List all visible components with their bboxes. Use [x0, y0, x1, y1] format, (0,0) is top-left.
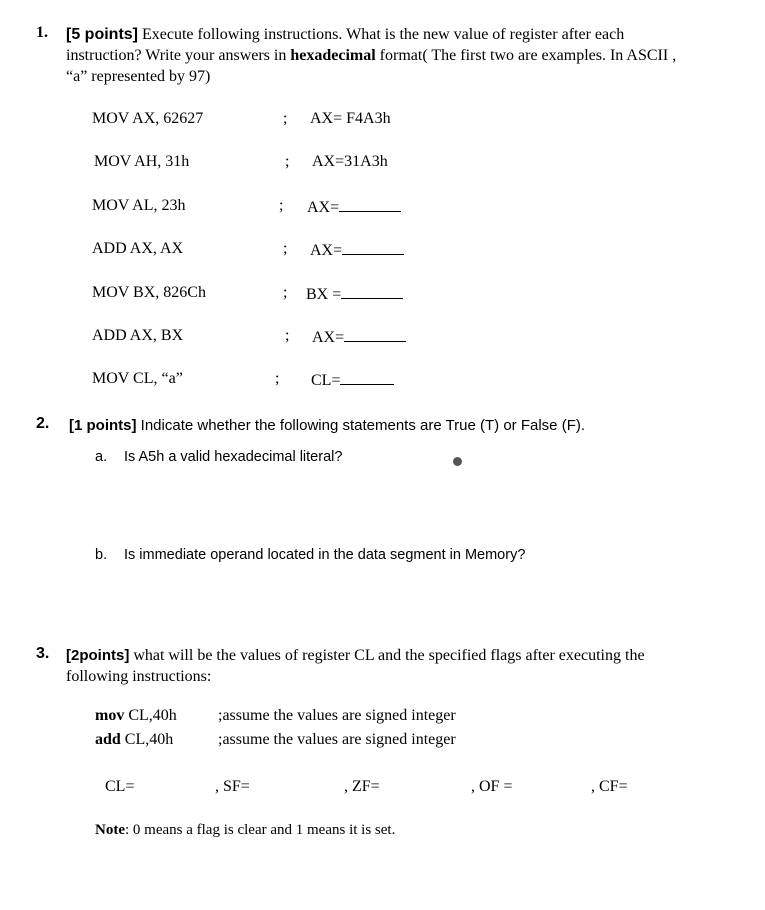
q3-line1: what will be the values of register CL and the specified flags after executing the — [129, 647, 645, 664]
q2-points: [1 points] — [69, 417, 137, 434]
q1-prompt-line2 — [66, 45, 676, 66]
q1-number: 1. — [36, 24, 48, 41]
q1-answer-blank-5[interactable] — [344, 327, 406, 342]
q3-field-zf[interactable]: , ZF= — [344, 778, 380, 795]
q3-code-1-comment: ;assume the values are signed integer — [218, 731, 456, 748]
q1-answer-blank-3[interactable] — [342, 240, 404, 255]
q3-points: [2points] — [66, 647, 130, 664]
q3-code-1 — [95, 731, 173, 749]
q1-instr-4: MOV BX, 826Ch — [92, 284, 206, 301]
q1-result-6: CL= — [311, 372, 341, 389]
q1-instr-5: ADD AX, BX — [92, 327, 184, 344]
q3-note — [95, 822, 395, 839]
q3-field-of[interactable]: , OF = — [471, 778, 513, 795]
q1-instr-6: MOV CL, “a” — [92, 370, 183, 387]
q1-line3: “a” represented by 97) — [66, 68, 211, 85]
q2-b-label: b. — [95, 547, 108, 563]
q1-result-3: AX= — [310, 242, 343, 259]
q1-instr-2: MOV AL, 23h — [92, 197, 186, 214]
q1-semi-4: ; — [283, 284, 288, 301]
q3-note-label: Note — [95, 822, 125, 838]
q1-line2-b: format( The first two are examples. In ASCII , — [375, 47, 677, 64]
q1-result-5: AX= — [312, 329, 345, 346]
q1-semi-2: ; — [279, 197, 284, 214]
q1-prompt-line1 — [66, 24, 624, 45]
q3-field-cl[interactable]: CL= — [105, 778, 135, 795]
q1-row-4 — [306, 284, 403, 304]
q2-a-label: a. — [95, 449, 108, 465]
q1-answer-blank-4[interactable] — [341, 284, 403, 299]
q1-instr-1: MOV AH, 31h — [94, 153, 190, 170]
q2-text: Indicate whether the following statements are True (T) or False (F). — [136, 417, 586, 434]
q1-answer-blank-6[interactable] — [340, 370, 394, 385]
q1-row-3 — [310, 240, 404, 260]
q3-line2: following instructions: — [66, 668, 212, 685]
q1-answer-blank-2[interactable] — [339, 197, 401, 212]
bullet-dot-icon — [453, 457, 462, 466]
q3-code-0-comment: ;assume the values are signed integer — [218, 707, 456, 724]
q1-row-6 — [311, 370, 394, 390]
q3-code-0-keyword: mov — [95, 707, 125, 724]
q1-semi-6: ; — [275, 370, 280, 387]
q1-semi-5: ; — [285, 327, 290, 344]
q2-prompt — [69, 415, 585, 436]
q3-code-1-operand: CL,40h — [120, 731, 174, 748]
q1-semi-0: ; — [283, 110, 288, 127]
q1-semi-1: ; — [285, 153, 290, 170]
q1-instr-3: ADD AX, AX — [92, 240, 184, 257]
q3-note-text: : 0 means a flag is clear and 1 means it is set. — [125, 822, 396, 838]
q3-code-0-operand: CL,40h — [124, 707, 177, 724]
q1-result-2: AX= — [307, 199, 340, 216]
q1-line2-a: instruction? Write your answers in — [66, 47, 291, 64]
q3-number: 3. — [36, 645, 50, 662]
q1-row-5 — [312, 327, 406, 347]
q1-points: [5 points] — [66, 26, 138, 43]
q3-prompt-line1 — [66, 645, 645, 666]
q1-line2-bold: hexadecimal — [290, 47, 376, 64]
q1-row-2 — [307, 197, 401, 217]
q3-field-cf[interactable]: , CF= — [591, 778, 628, 795]
q2-a-text: Is A5h a valid hexadecimal literal? — [124, 449, 343, 465]
q1-result-1: AX=31A3h — [312, 153, 388, 170]
q1-result-0: AX= F4A3h — [310, 110, 391, 127]
q2-number: 2. — [36, 415, 50, 432]
q1-result-4: BX = — [306, 286, 342, 303]
q1-semi-3: ; — [283, 240, 288, 257]
q1-line1: Execute following instructions. What is the new value of register after each — [138, 26, 625, 43]
q3-code-1-keyword: add — [95, 731, 121, 748]
q2-b-text: Is immediate operand located in the data segment in Memory? — [124, 547, 526, 563]
q3-code-0 — [95, 707, 177, 725]
q1-instr-0: MOV AX, 62627 — [92, 110, 204, 127]
q3-field-sf[interactable]: , SF= — [215, 778, 250, 795]
